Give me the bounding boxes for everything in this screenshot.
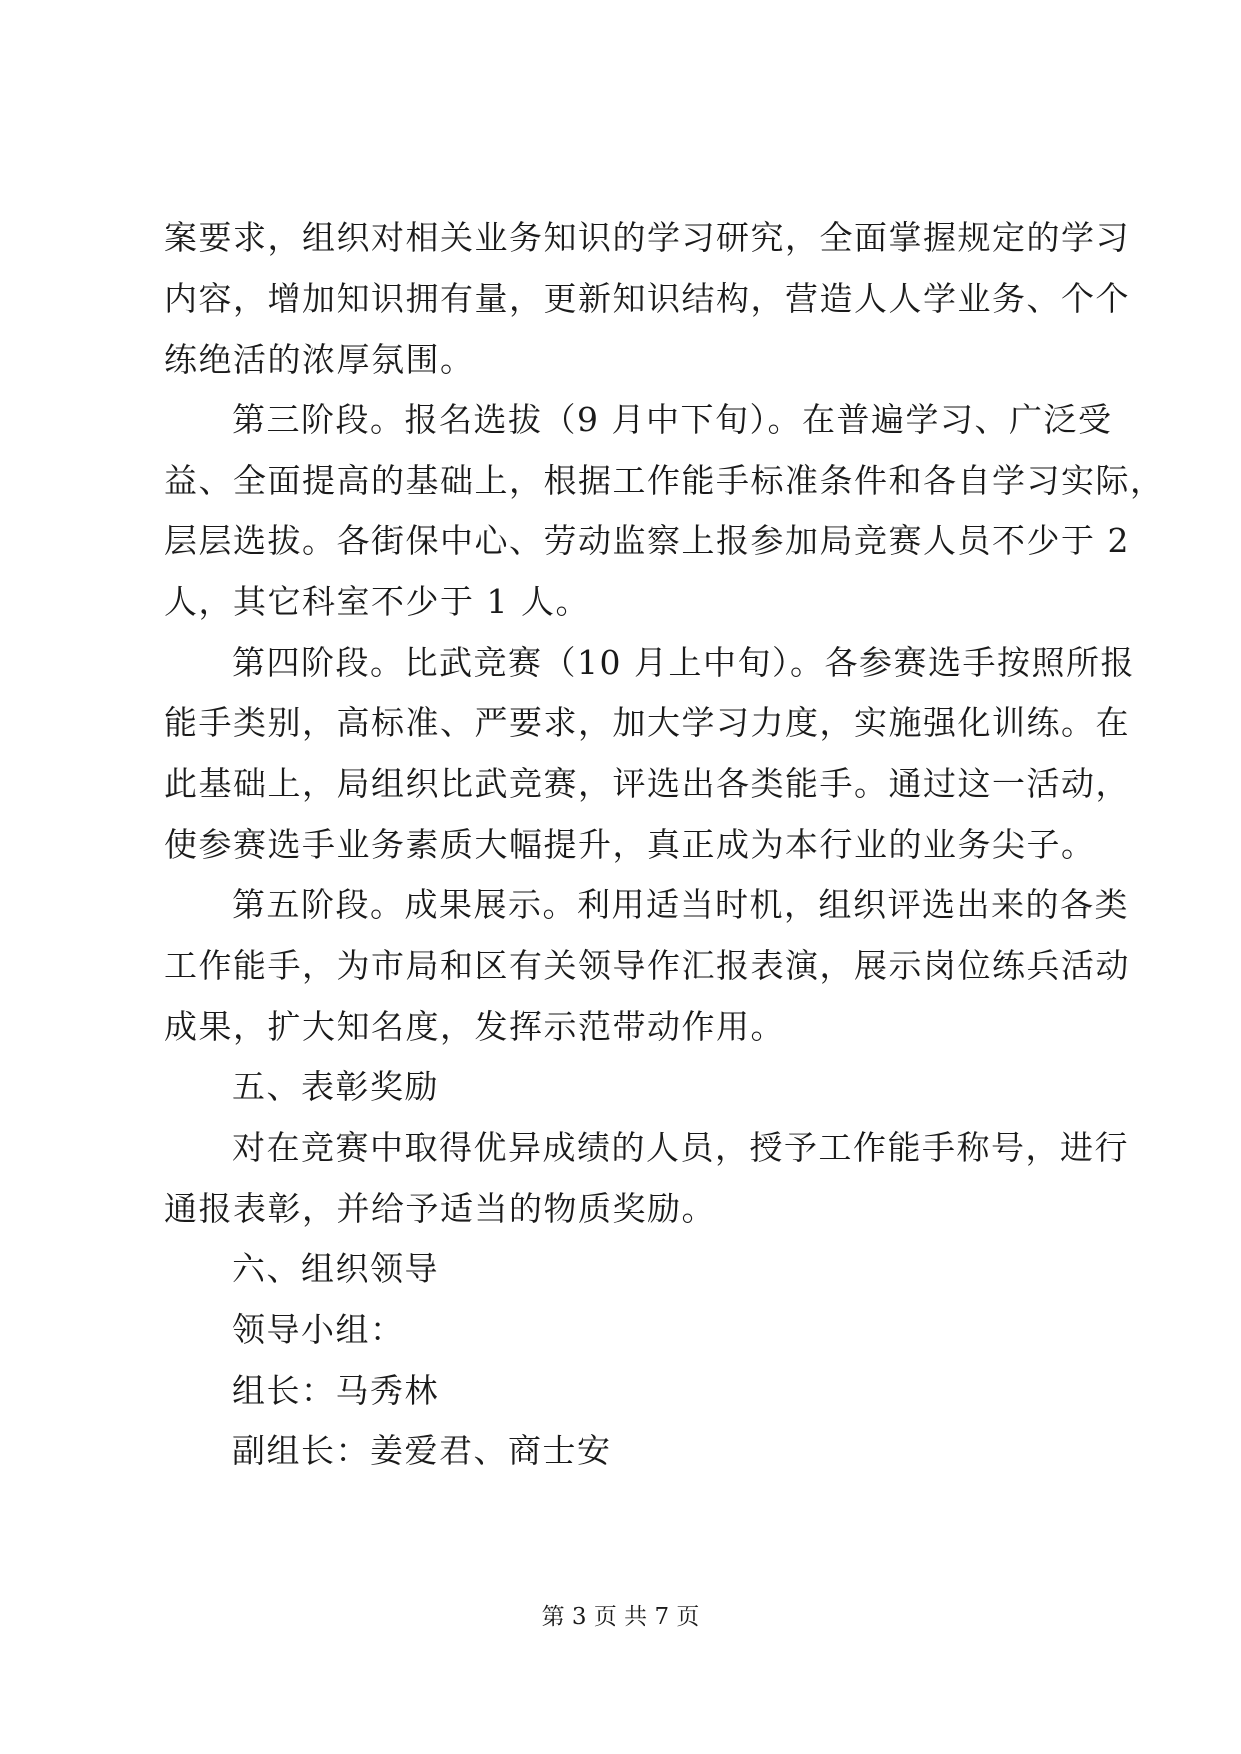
body-text-line: 使参赛选手业务素质大幅提升，真正成为本行业的业务尖子。 (164, 825, 1096, 864)
paragraph-start-line: 第五阶段。成果展示。利用适当时机，组织评选出来的各类 (232, 885, 1129, 924)
body-text-line: 案要求，组织对相关业务知识的学习研究，全面掌握规定的学习 (164, 218, 1130, 257)
body-text-line: 能手类别，高标准、严要求，加大学习力度，实施强化训练。在 (164, 703, 1130, 742)
paragraph-start-line: 第三阶段。报名选拔（9 月中下旬）。在普遍学习、广泛受 (232, 400, 1113, 439)
paragraph-start-line: 对在竞赛中取得优异成绩的人员，授予工作能手称号，进行 (232, 1128, 1129, 1167)
body-text-line: 工作能手，为市局和区有关领导作汇报表演，展示岗位练兵活动 (164, 946, 1130, 985)
body-text-line: 练绝活的浓厚氛围。 (164, 340, 475, 379)
paragraph-start-line: 第四阶段。比武竞赛（10 月上中旬）。各参赛选手按照所报 (232, 643, 1135, 682)
leadership-group-label: 领导小组： (232, 1310, 405, 1349)
page-number-footer: 第 3 页 共 7 页 (541, 1604, 700, 1630)
body-text-line: 益、全面提高的基础上，根据工作能手标准条件和各自学习实际， (164, 461, 1165, 500)
group-leader-line: 组长：马秀林 (232, 1371, 439, 1410)
body-text-line: 层层选拔。各街保中心、劳动监察上报参加局竞赛人员不少于 2 (164, 521, 1130, 560)
body-text-line: 人，其它科室不少于 1 人。 (164, 582, 590, 621)
body-text-line: 此基础上，局组织比武竞赛，评选出各类能手。通过这一活动， (164, 764, 1130, 803)
body-text-line: 通报表彰，并给予适当的物质奖励。 (164, 1189, 716, 1228)
section-heading-organization: 六、组织领导 (232, 1249, 439, 1288)
deputy-leader-line: 副组长：姜爱君、商士安 (232, 1431, 612, 1470)
body-text-line: 成果，扩大知名度，发挥示范带动作用。 (164, 1007, 785, 1046)
section-heading-awards: 五、表彰奖励 (232, 1067, 439, 1106)
body-text-line: 内容，增加知识拥有量，更新知识结构，营造人人学业务、个个 (164, 279, 1130, 318)
